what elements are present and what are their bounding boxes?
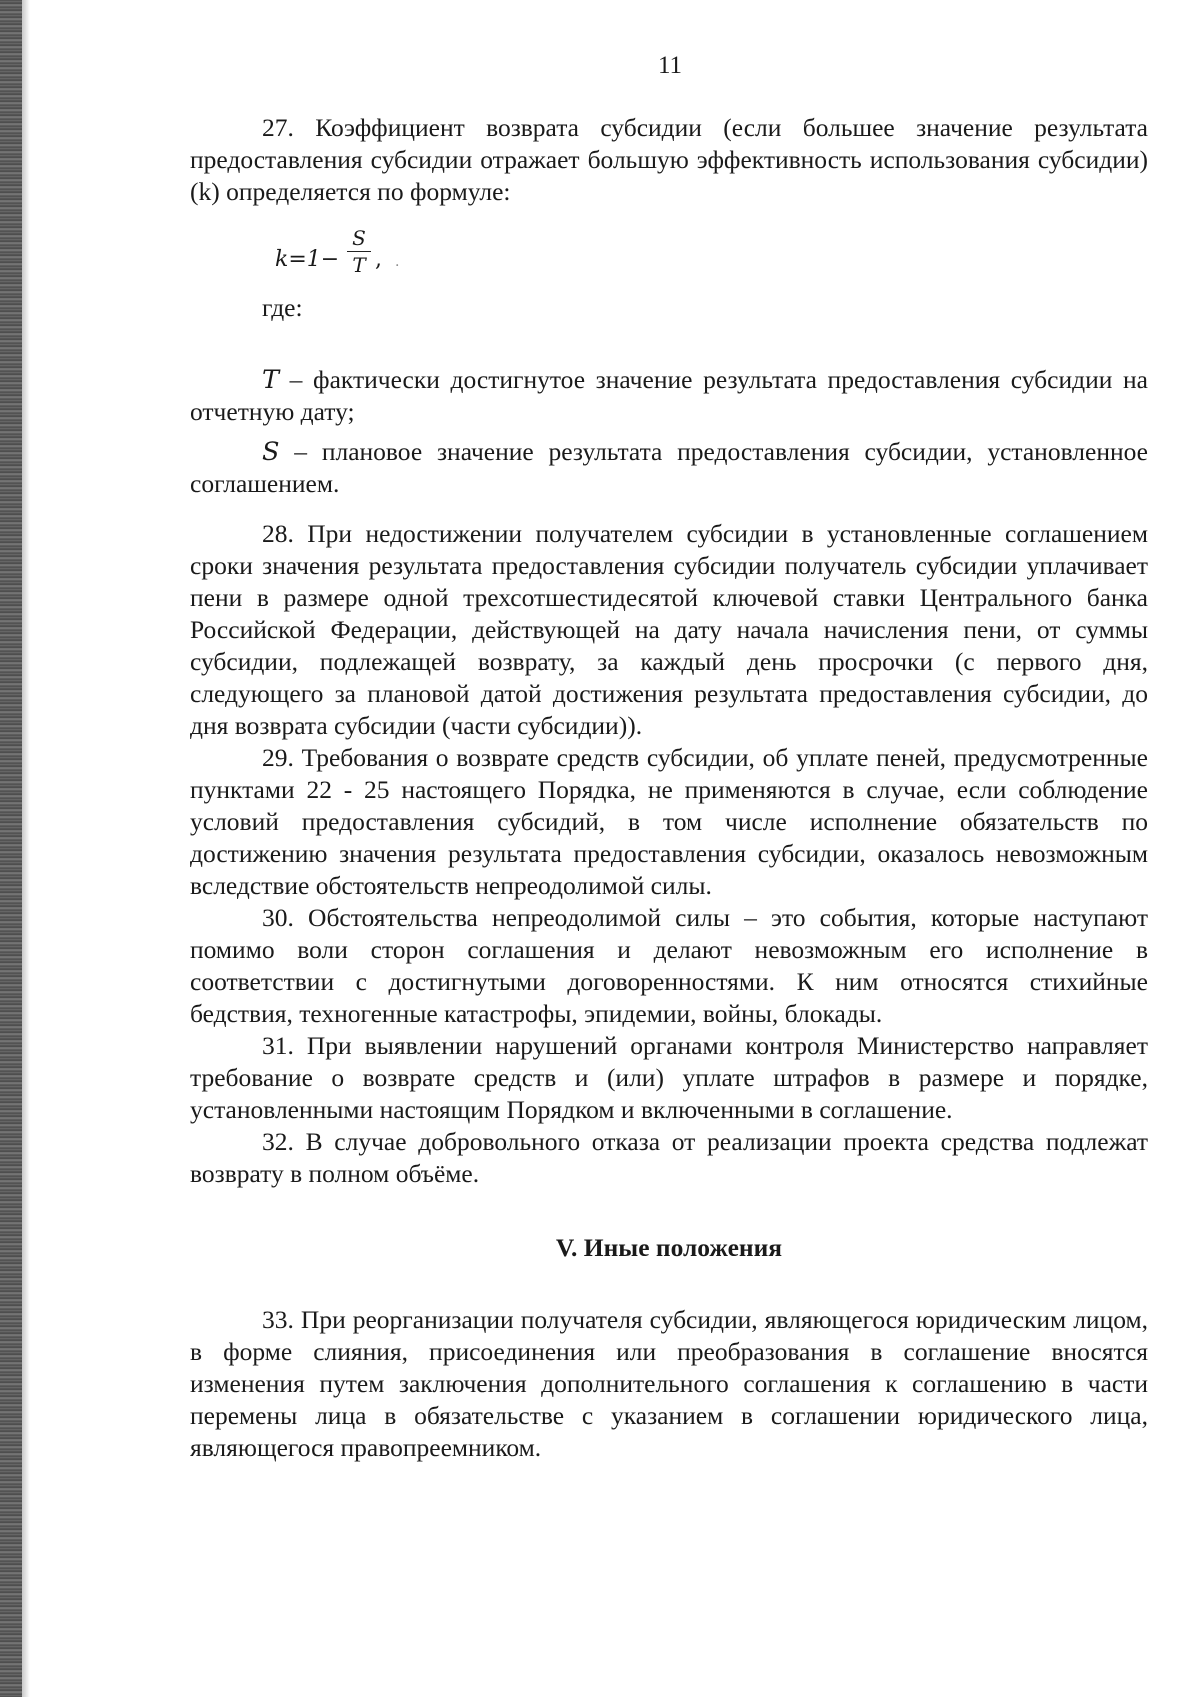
document-body	[190, 112, 1148, 1464]
fraction-bar	[347, 251, 371, 252]
paragraph-27: 27. Коэффициент возврата субсидии (если большее значение результата предоставления субсидии отражает большую эффективность использования субсидии) (k) определяется по формуле:	[190, 113, 1148, 206]
symbol-t: T	[262, 365, 280, 395]
where-label: где:	[262, 293, 303, 322]
scan-speck: ·	[395, 258, 400, 274]
paragraph-29: 29. Требования о возврате средств субсидии, об уплате пеней, предусмотренные пунктами 22 - 25 настоящего Порядка, не применяются в случае, если соблюдение условий предоставления субсидий, в том числе исполнение обязательств по достижению значения результата предоставления субсидии, оказалось невозможным вследствие обстоятельств непреодолимой силы.	[190, 743, 1148, 900]
formula	[275, 226, 1148, 286]
definition-s	[190, 436, 1148, 500]
formula-numerator: S	[352, 226, 366, 250]
definition-t-text: – фактически достигнутое значение результата предоставления субсидии на отчетную дату;	[190, 365, 1148, 426]
definition-t	[190, 364, 1148, 428]
section-title: V. Иные положения	[555, 1233, 783, 1262]
formula-lhs: k=1−	[275, 247, 340, 272]
paragraph-30: 30. Обстоятельства непреодолимой силы – это события, которые наступают помимо воли сторон соглашения и делают невозможным его исполнение в соответствии с достигнутыми договоренностями. К ним относятся стихийные бедствия, техногенные катастрофы, эпидемии, войны, блокады.	[190, 903, 1148, 1028]
paragraph-28: 28. При недостижении получателем субсидии в установленные соглашением сроки значения результата предоставления субсидии получатель субсидии уплачивает пени в размере одной трехсотшестидесятой ключевой ставки Центрального банка Российской Федерации, действующей на дату начала начисления пени, от суммы субсидии, подлежащей возврату, за каждый день просрочки (с первого дня, следующего за плановой датой достижения результата предоставления субсидии, до дня возврата субсидии (части субсидии)).	[190, 519, 1148, 740]
paragraph-33: 33. При реорганизации получателя субсидии, являющегося юридическим лицом, в форме слияния, присоединения или преобразования в соглашение вносятся изменения путем заключения дополнительного соглашения к соглашению в части перемены лица в обязательстве с указанием в соглашении юридического лица, являющегося правопреемником.	[190, 1305, 1148, 1462]
definition-s-text: – плановое значение результата предоставления субсидии, установленное соглашением.	[190, 437, 1148, 498]
page-number: 11	[657, 52, 683, 79]
formula-denominator: T	[352, 253, 366, 277]
formula-comma: ,	[375, 247, 382, 272]
paragraph-31: 31. При выявлении нарушений органами контроля Министерство направляет требование о возврате средств и (или) уплате штрафов в размере и порядке, установленными настоящим Порядком и включенными в соглашение.	[190, 1031, 1148, 1124]
scan-edge	[0, 0, 22, 1697]
paragraph-32: 32. В случае добровольного отказа от реализации проекта средства подлежат возврату в полном объёме.	[190, 1127, 1148, 1188]
symbol-s: S	[262, 437, 280, 467]
formula-fraction	[347, 226, 371, 277]
